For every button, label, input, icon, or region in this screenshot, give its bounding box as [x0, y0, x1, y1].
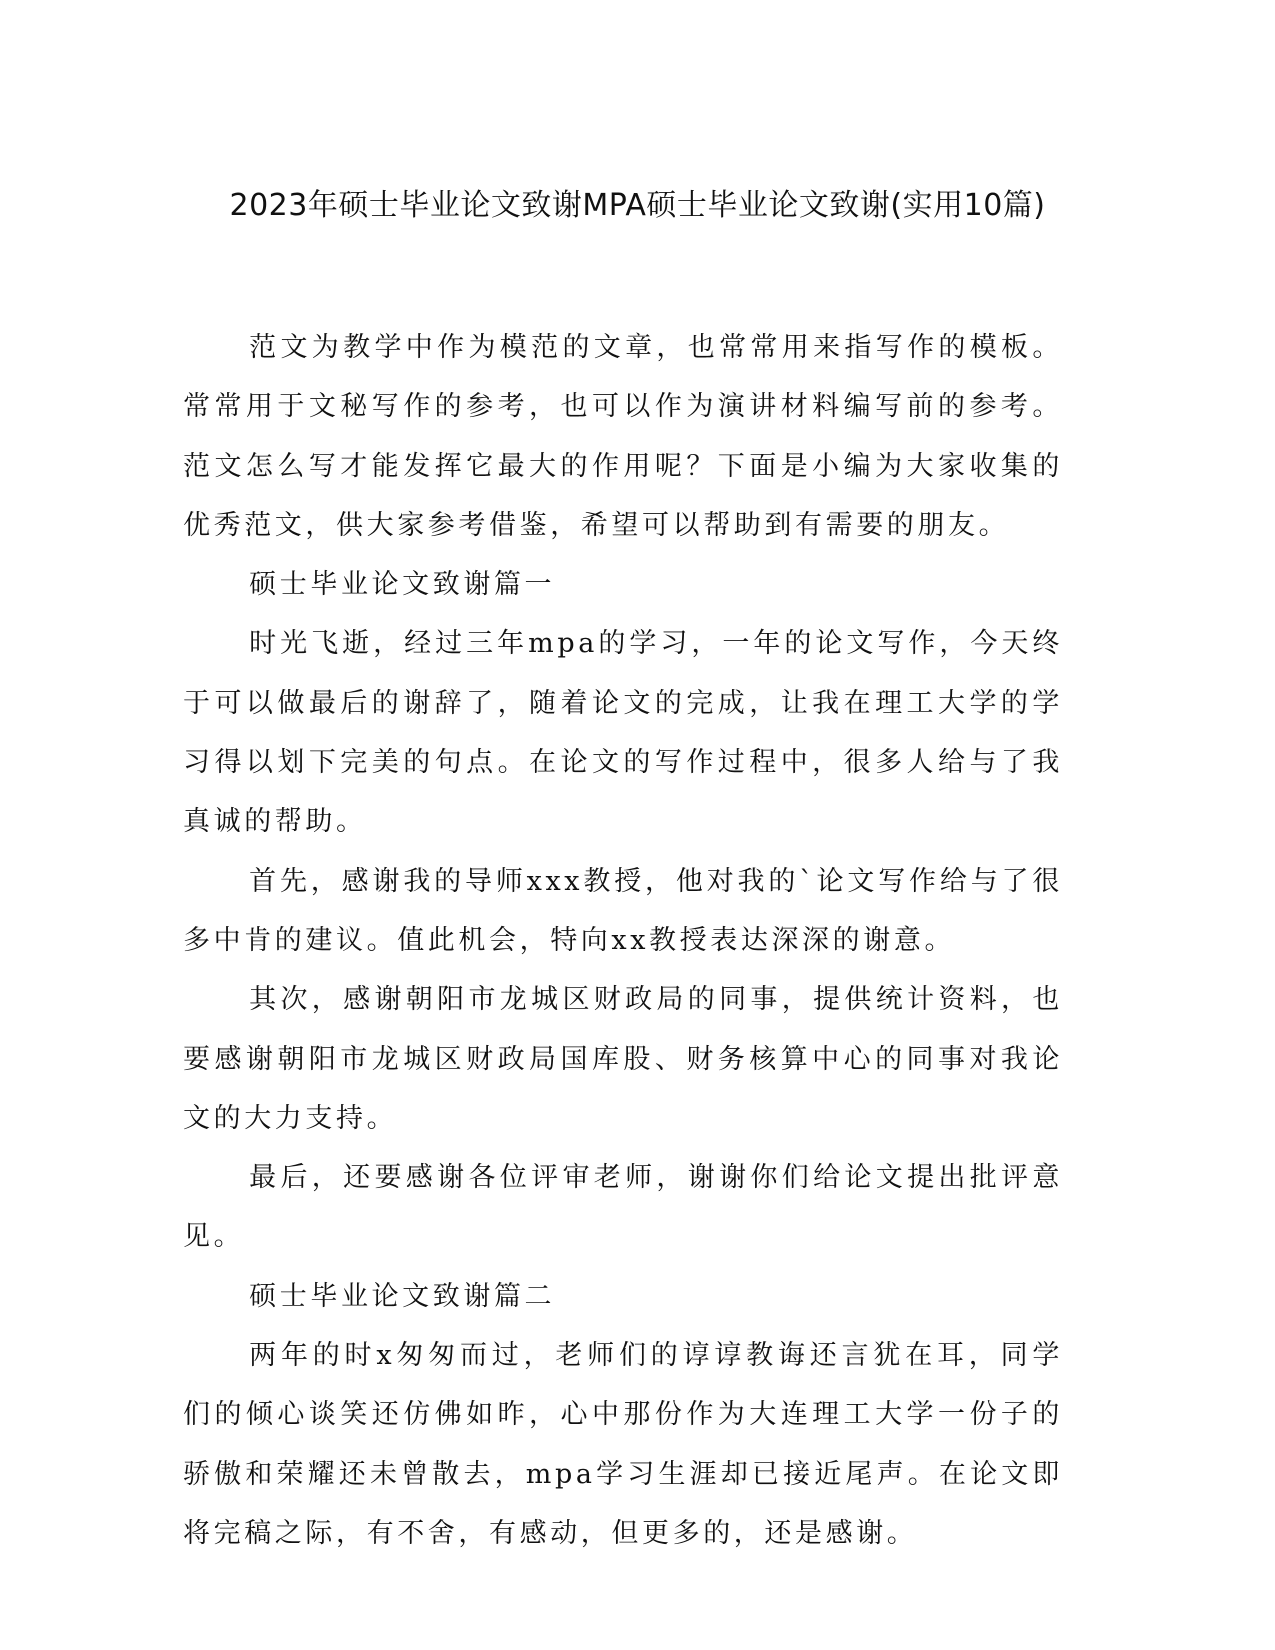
paragraph-time-flies: 时光飞逝，经过三年mpa的学习，一年的论文写作，今天终于可以做最后的谢辞了，随着论文的完成，让我在理工大学的学习得以划下完美的句点。在论文的写作过程中，很多人给与了我真诚的帮助。: [183, 628, 1063, 838]
paragraph-two-years: 两年的时x匆匆而过，老师们的谆谆教诲还言犹在耳，同学们的倾心谈笑还仿佛如昨，心中那份作为大连理工大学一份子的骄傲和荣耀还未曾散去，mpa学习生涯却已接近尾声。在论文即将完稿之际，有不舍，有感动，但更多的，还是感谢。: [183, 1340, 1063, 1549]
document-body: [183, 318, 1063, 1563]
section-heading-1: 硕士毕业论文致谢篇一: [249, 569, 556, 601]
intro-paragraph: 范文为教学中作为模范的文章，也常常用来指写作的模板。常常用于文秘写作的参考，也可以作为演讲材料编写前的参考。范文怎么写才能发挥它最大的作用呢？下面是小编为大家收集的优秀范文，供大家参考借鉴，希望可以帮助到有需要的朋友。: [183, 332, 1063, 541]
paragraph-thanks-advisor: 首先，感谢我的导师xxx教授，他对我的`论文写作给与了很多中肯的建议。值此机会，特向xx教授表达深深的谢意。: [183, 865, 1063, 956]
document-title: 2023年硕士毕业论文致谢MPA硕士毕业论文致谢(实用10篇): [229, 188, 1046, 223]
paragraph-thanks-colleagues: 其次，感谢朝阳市龙城区财政局的同事，提供统计资料，也要感谢朝阳市龙城区财政局国库股、财务核算中心的同事对我论文的大力支持。: [183, 984, 1063, 1134]
section-heading-2: 硕士毕业论文致谢篇二: [249, 1280, 556, 1312]
paragraph-thanks-reviewers: 最后，还要感谢各位评审老师，谢谢你们给论文提出批评意见。: [183, 1162, 1063, 1253]
